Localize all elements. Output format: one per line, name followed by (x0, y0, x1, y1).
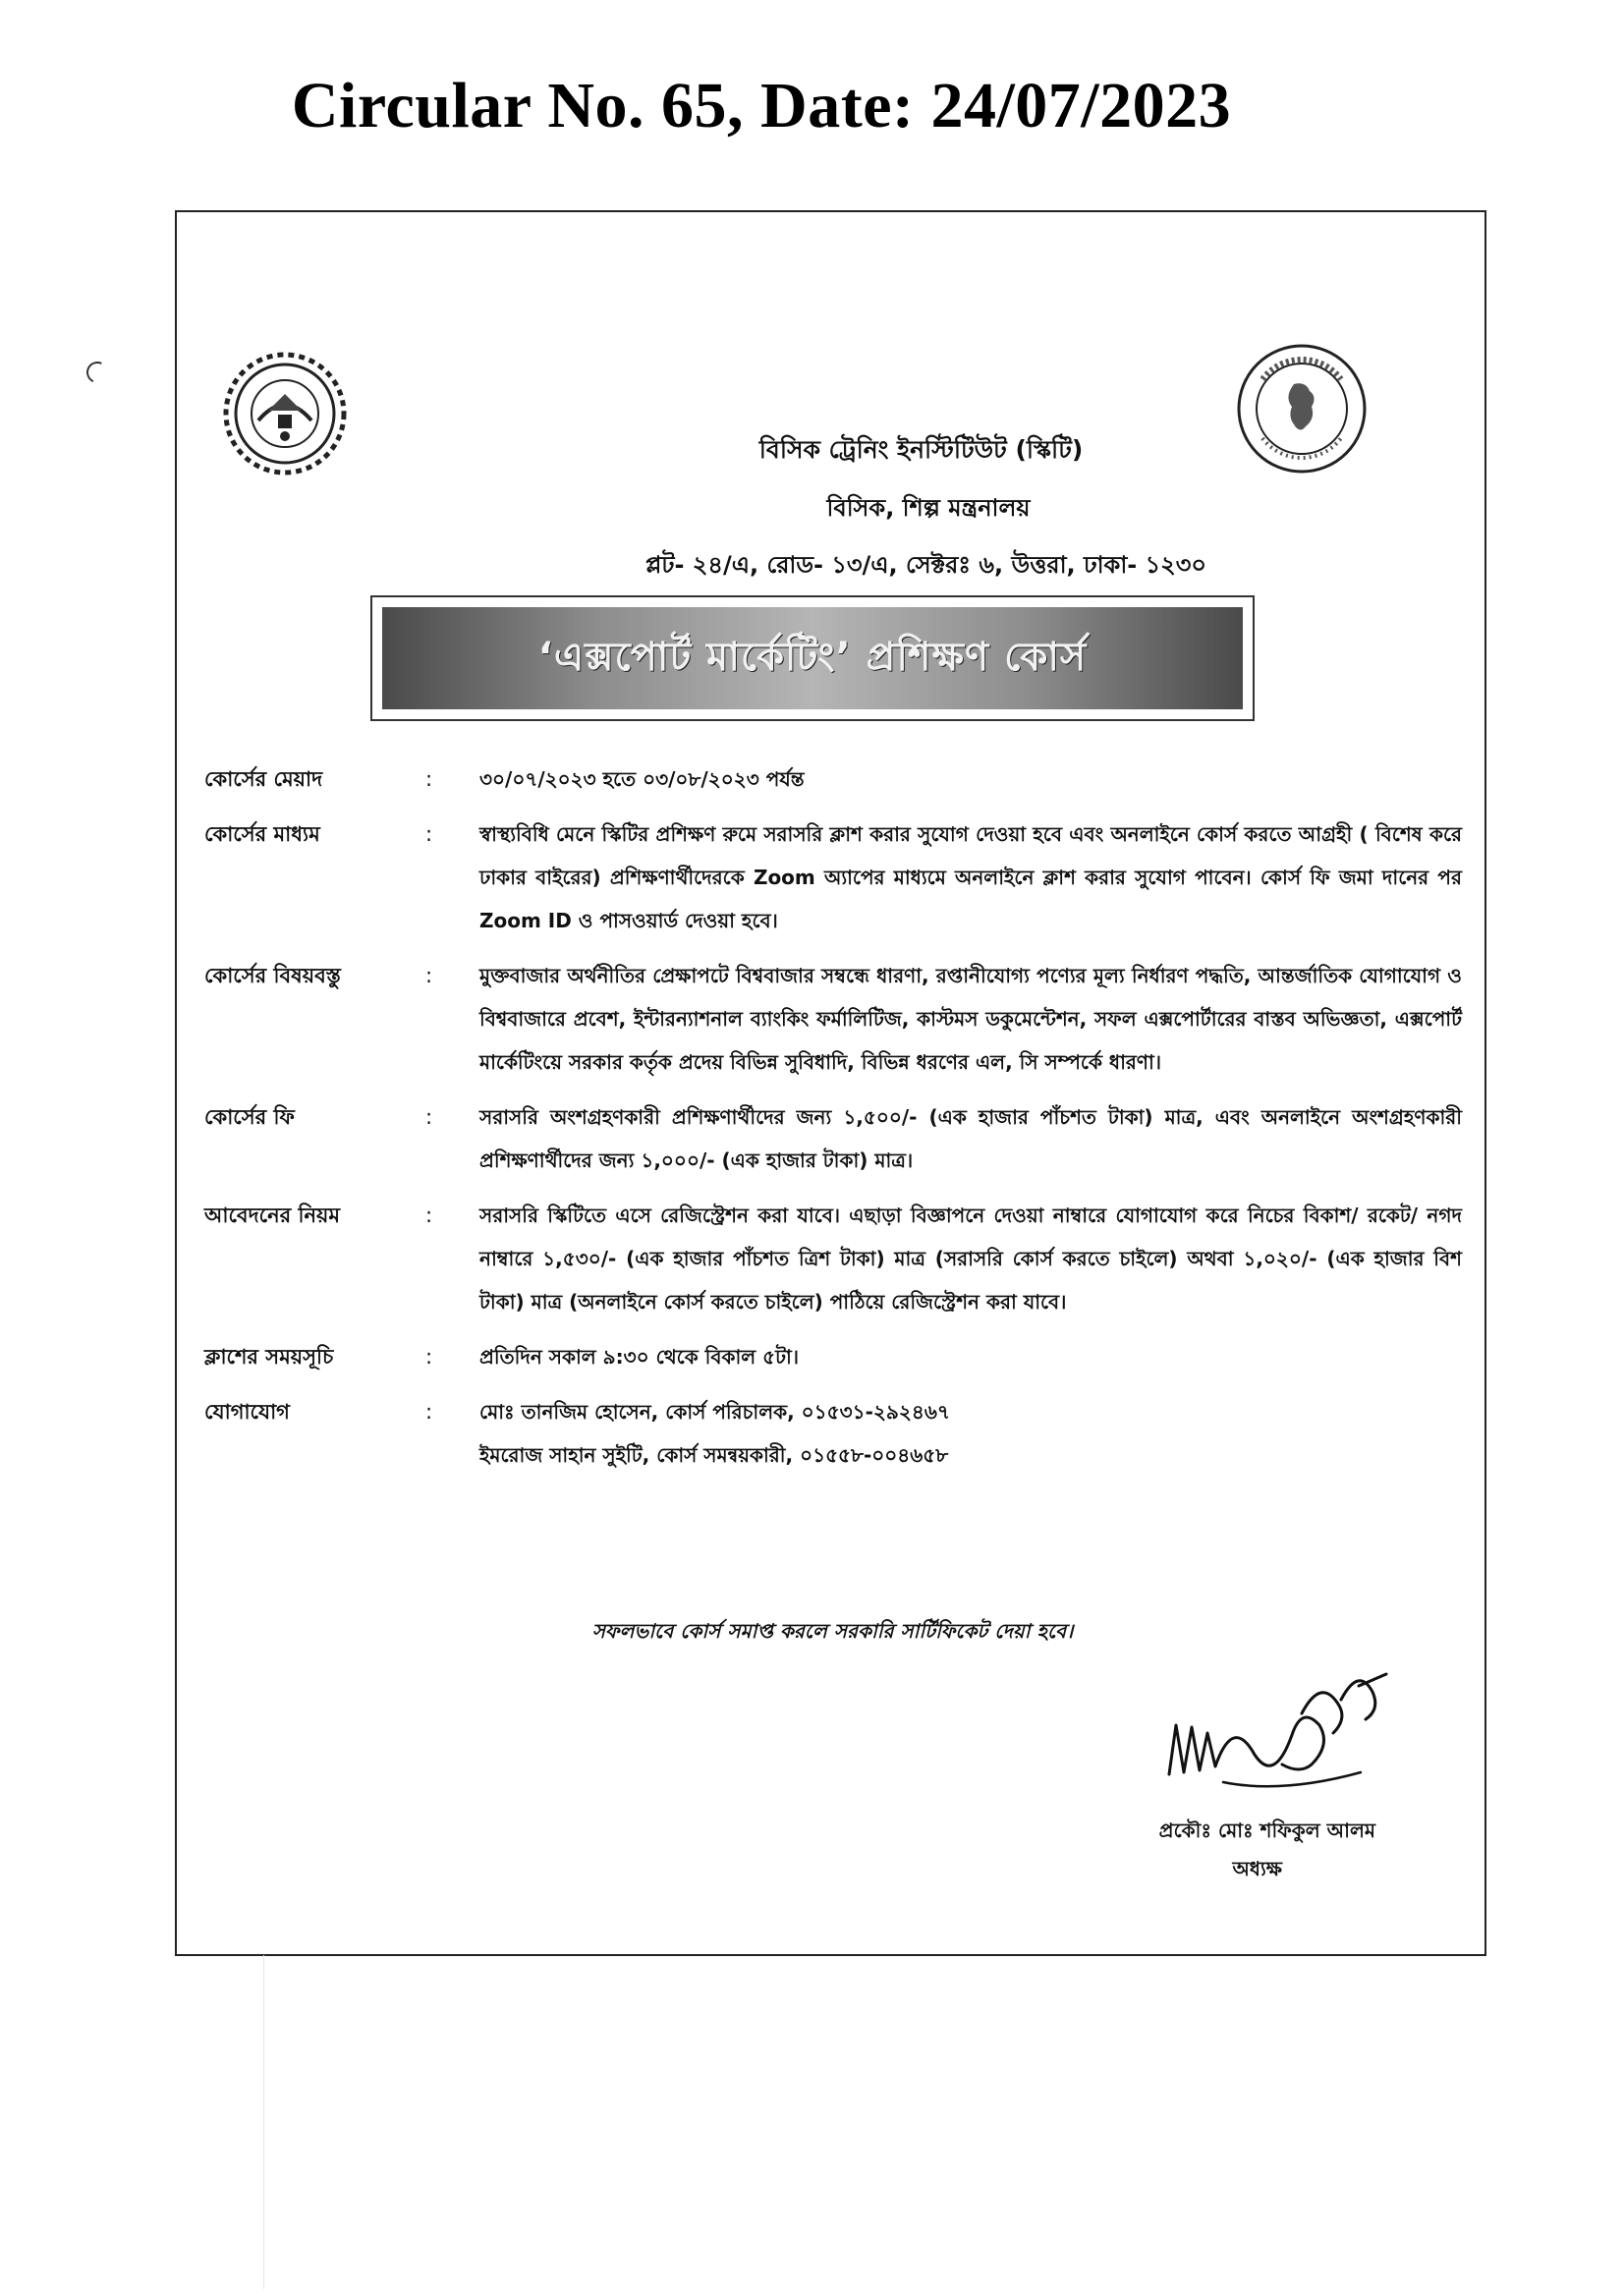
detail-label: যোগাযোগ (204, 1400, 290, 1424)
detail-row-medium (204, 812, 1462, 942)
signatory-title: অধ্যক্ষ (1232, 1857, 1282, 1880)
detail-text: মুক্তবাজার অর্থনীতির প্রেক্ষাপটে বিশ্ববাজার সম্বন্ধে ধারণা, রপ্তানীযোগ্য পণ্যের মূল্য নির্ধারণ পদ্ধতি, আন্তর্জাতিক যোগাযোগ ও বিশ্ববাজারে প্রবেশ, ইন্টারন্যাশনাল ব্যাংকিং ফর্মালিটিজ, কাস্টমস ডকুমেন্টেশন, সফল এক্সপোর্টারের বাস্তব অভিজ্ঞতা, এক্সপোর্ট মার্কেটিংয়ে সরকার কর্তৃক প্রদেয় বিভিন্ন সুবিধাদি, বিভিন্ন ধরণের এল, সি সম্পর্কে ধারণা। (479, 964, 1462, 1074)
detail-value (479, 1390, 1462, 1477)
certificate-note: সফলভাবে কোর্স সমাপ্ত করলে সরকারি সার্টিফিকেট দেয়া হবে। (591, 1619, 1074, 1643)
course-banner-title: ‘এক্সপোর্ট মার্কেটিং’ প্রশিক্ষণ কোর্স (382, 607, 1243, 709)
document-frame (175, 210, 1486, 1956)
detail-text: স্বাস্থ্যবিধি মেনে স্কিটির প্রশিক্ষণ রুমে সরাসরি ক্লাশ করার সুযোগ দেওয়া হবে এবং অনলাইনে কোর্স করতে আগ্রহী ( বিশেষ করে ঢাকার বাইরের) প্রশিক্ষণার্থীদেরকে Zoom অ্যাপের মাধ্যমে অনলাইনে ক্লাশ করার সুযোগ পাবেন। কোর্স ফি জমা দানের পর Zoom ID ও পাসওয়ার্ড দেওয়া হবে। (479, 822, 1462, 932)
scan-artifact-line (263, 1955, 264, 2289)
detail-colon: : (425, 1204, 433, 1227)
institute-header (177, 430, 1488, 587)
detail-colon: : (425, 1345, 433, 1369)
detail-label: আবেদনের নিয়ম (204, 1204, 341, 1227)
detail-colon: : (425, 964, 433, 987)
detail-colon: : (425, 822, 433, 846)
detail-text: প্রতিদিন সকাল ৯:৩০ থেকে বিকাল ৫টা। (479, 1345, 799, 1369)
institute-name: বিসিক ট্রেনিং ইনস্টিটিউট (স্কিটি) (758, 435, 1084, 464)
course-banner (370, 595, 1255, 721)
detail-label: ক্লাশের সময়সূচি (204, 1345, 334, 1369)
detail-text: ৩০/০৭/২০২৩ হতে ০৩/০৮/২০২৩ পর্যন্ত (479, 767, 805, 791)
detail-value (479, 757, 1462, 801)
circular-title: Circular No. 65, Date: 24/07/2023 (291, 70, 1232, 141)
detail-row-contact (204, 1390, 1462, 1477)
detail-value (479, 812, 1462, 942)
contact-line: ইমরোজ সাহান সুইটি, কোর্স সমন্বয়কারী, ০১৫৫৮-০০৪৬৫৮ (479, 1443, 949, 1467)
detail-text: সরাসরি স্কিটিতে এসে রেজিস্ট্রেশন করা যাবে। এছাড়া বিজ্ঞাপনে দেওয়া নাম্বারে যোগাযোগ করে নিচের বিকাশ/ রকেট/ নগদ নাম্বারে ১,৫৩০/- (এক হাজার পাঁচশত ত্রিশ টাকা) মাত্র (সরাসরি কোর্স করতে চাইলে) অথবা ১,০২০/- (এক হাজার বিশ টাকা) মাত্র (অনলাইনে কোর্স করতে চাইলে) পাঠিয়ে রেজিস্ট্রেশন করা যাবে। (479, 1204, 1462, 1314)
signature (1164, 1656, 1390, 1804)
detail-row-content (204, 954, 1462, 1084)
contact-line: মোঃ তানজিম হোসেন, কোর্স পরিচালক, ০১৫৩১-২৯২৪৬৭ (479, 1400, 950, 1424)
detail-row-application (204, 1194, 1462, 1323)
detail-colon: : (425, 1105, 433, 1129)
detail-label: কোর্সের মেয়াদ (204, 767, 323, 791)
course-details (204, 757, 1462, 1488)
detail-value (479, 1095, 1462, 1182)
detail-row-duration (204, 757, 1462, 801)
institute-address: প্লট- ২৪/এ, রোড- ১৩/এ, সেক্টরঃ ৬, উত্তরা, ঢাকা- ১২৩০ (645, 551, 1206, 579)
detail-row-fee (204, 1095, 1462, 1182)
detail-colon: : (425, 767, 433, 791)
detail-value (479, 1335, 1462, 1378)
detail-colon: : (425, 1400, 433, 1424)
detail-value (479, 954, 1462, 1084)
detail-text: সরাসরি অংশগ্রহণকারী প্রশিক্ষণার্থীদের জন্য ১,৫০০/- (এক হাজার পাঁচশত টাকা) মাত্র, এবং অনলাইনে অংশগ্রহণকারী প্রশিক্ষণার্থীদের জন্য ১,০০০/- (এক হাজার টাকা) মাত্র। (479, 1105, 1462, 1172)
detail-row-schedule (204, 1335, 1462, 1378)
signatory-name: প্রকৌঃ মোঃ শফিকুল আলম (1158, 1819, 1375, 1842)
scan-mark (84, 359, 111, 386)
detail-label: কোর্সের বিষয়বস্তু (204, 964, 341, 987)
detail-label: কোর্সের মাধ্যম (204, 822, 320, 846)
ministry-name: বিসিক, শিল্প মন্ত্রনালয় (826, 494, 1031, 522)
detail-label: কোর্সের ফি (204, 1105, 295, 1129)
detail-value (479, 1194, 1462, 1323)
